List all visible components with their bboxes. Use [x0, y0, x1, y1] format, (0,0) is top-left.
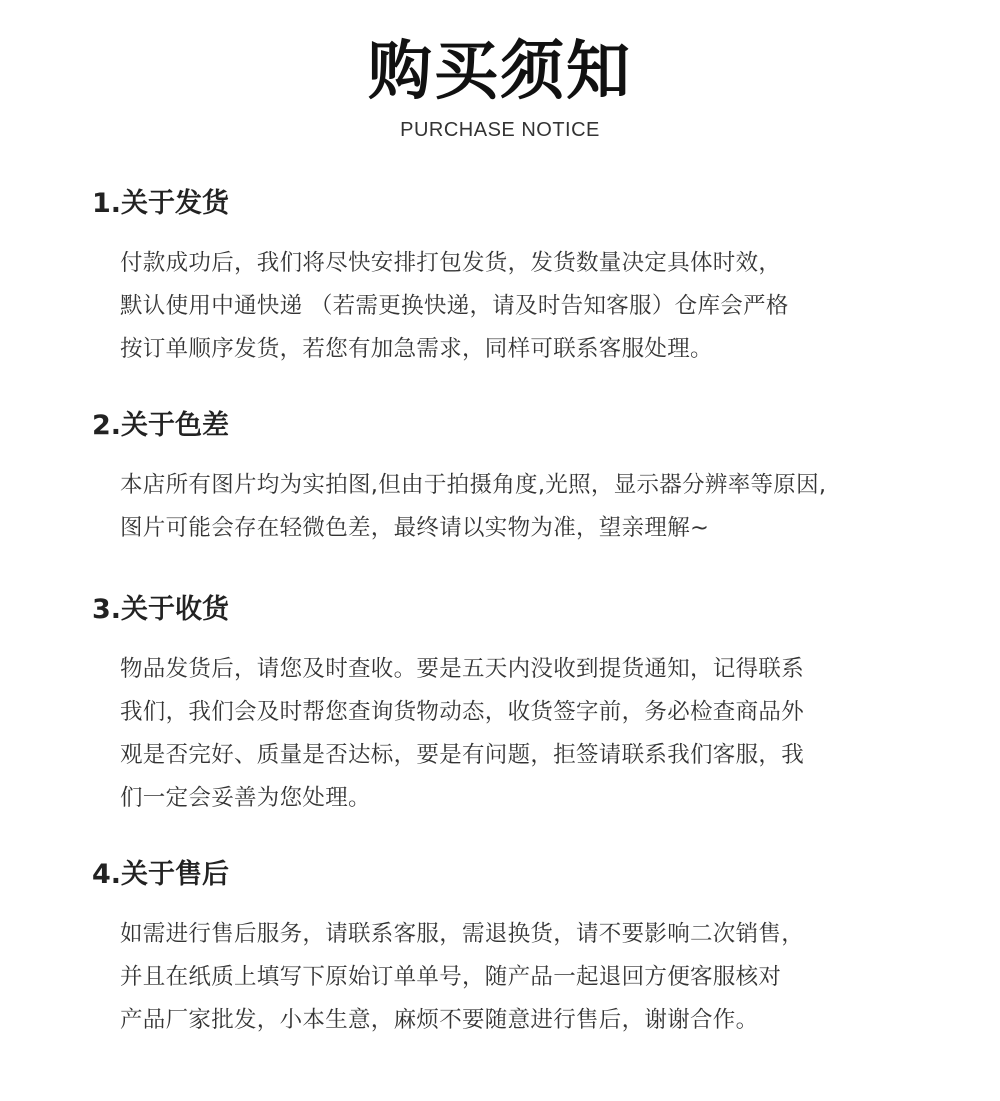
paragraph-line: 按订单顺序发货，若您有加急需求，同样可联系客服处理。 — [120, 336, 713, 362]
section-receiving — [92, 592, 952, 820]
section-shipping — [92, 186, 952, 371]
paragraph-line: 默认使用中通快递 （若需更换快递，请及时告知客服）仓库会严格 — [120, 293, 789, 319]
paragraph-line: 图片可能会存在轻微色差，最终请以实物为准，望亲理解~ — [120, 515, 710, 541]
section-color-difference — [92, 408, 952, 550]
page-header — [0, 30, 1000, 144]
paragraph-line: 付款成功后，我们将尽快安排打包发货，发货数量决定具体时效， — [120, 250, 782, 276]
section-after-sales — [92, 857, 952, 1042]
section-heading: 4.关于售后 — [92, 859, 230, 890]
section-body — [120, 242, 952, 371]
page-subtitle: PURCHASE NOTICE — [400, 119, 600, 141]
paragraph-line: 物品发货后，请您及时查收。要是五天内没收到提货通知，记得联系 — [120, 656, 805, 682]
section-body — [120, 648, 952, 820]
section-body — [120, 464, 952, 550]
page-title: 购买须知 — [368, 35, 632, 109]
paragraph-line: 我们，我们会及时帮您查询货物动态，收货签字前，务必检查商品外 — [120, 699, 805, 725]
section-body — [120, 913, 952, 1042]
section-heading: 2.关于色差 — [92, 410, 230, 441]
paragraph-line: 观是否完好、质量是否达标，要是有问题，拒签请联系我们客服，我 — [120, 742, 805, 768]
section-heading: 1.关于发货 — [92, 188, 230, 219]
paragraph-line: 产品厂家批发，小本生意，麻烦不要随意进行售后，谢谢合作。 — [120, 1007, 759, 1033]
paragraph-line: 本店所有图片均为实拍图,但由于拍摄角度,光照，显示器分辨率等原因, — [120, 472, 827, 498]
section-heading: 3.关于收货 — [92, 594, 230, 625]
paragraph-line: 如需进行售后服务，请联系客服，需退换货，请不要影响二次销售， — [120, 921, 805, 947]
paragraph-line: 并且在纸质上填写下原始订单单号，随产品一起退回方便客服核对 — [120, 964, 782, 990]
paragraph-line: 们一定会妥善为您处理。 — [120, 785, 371, 811]
